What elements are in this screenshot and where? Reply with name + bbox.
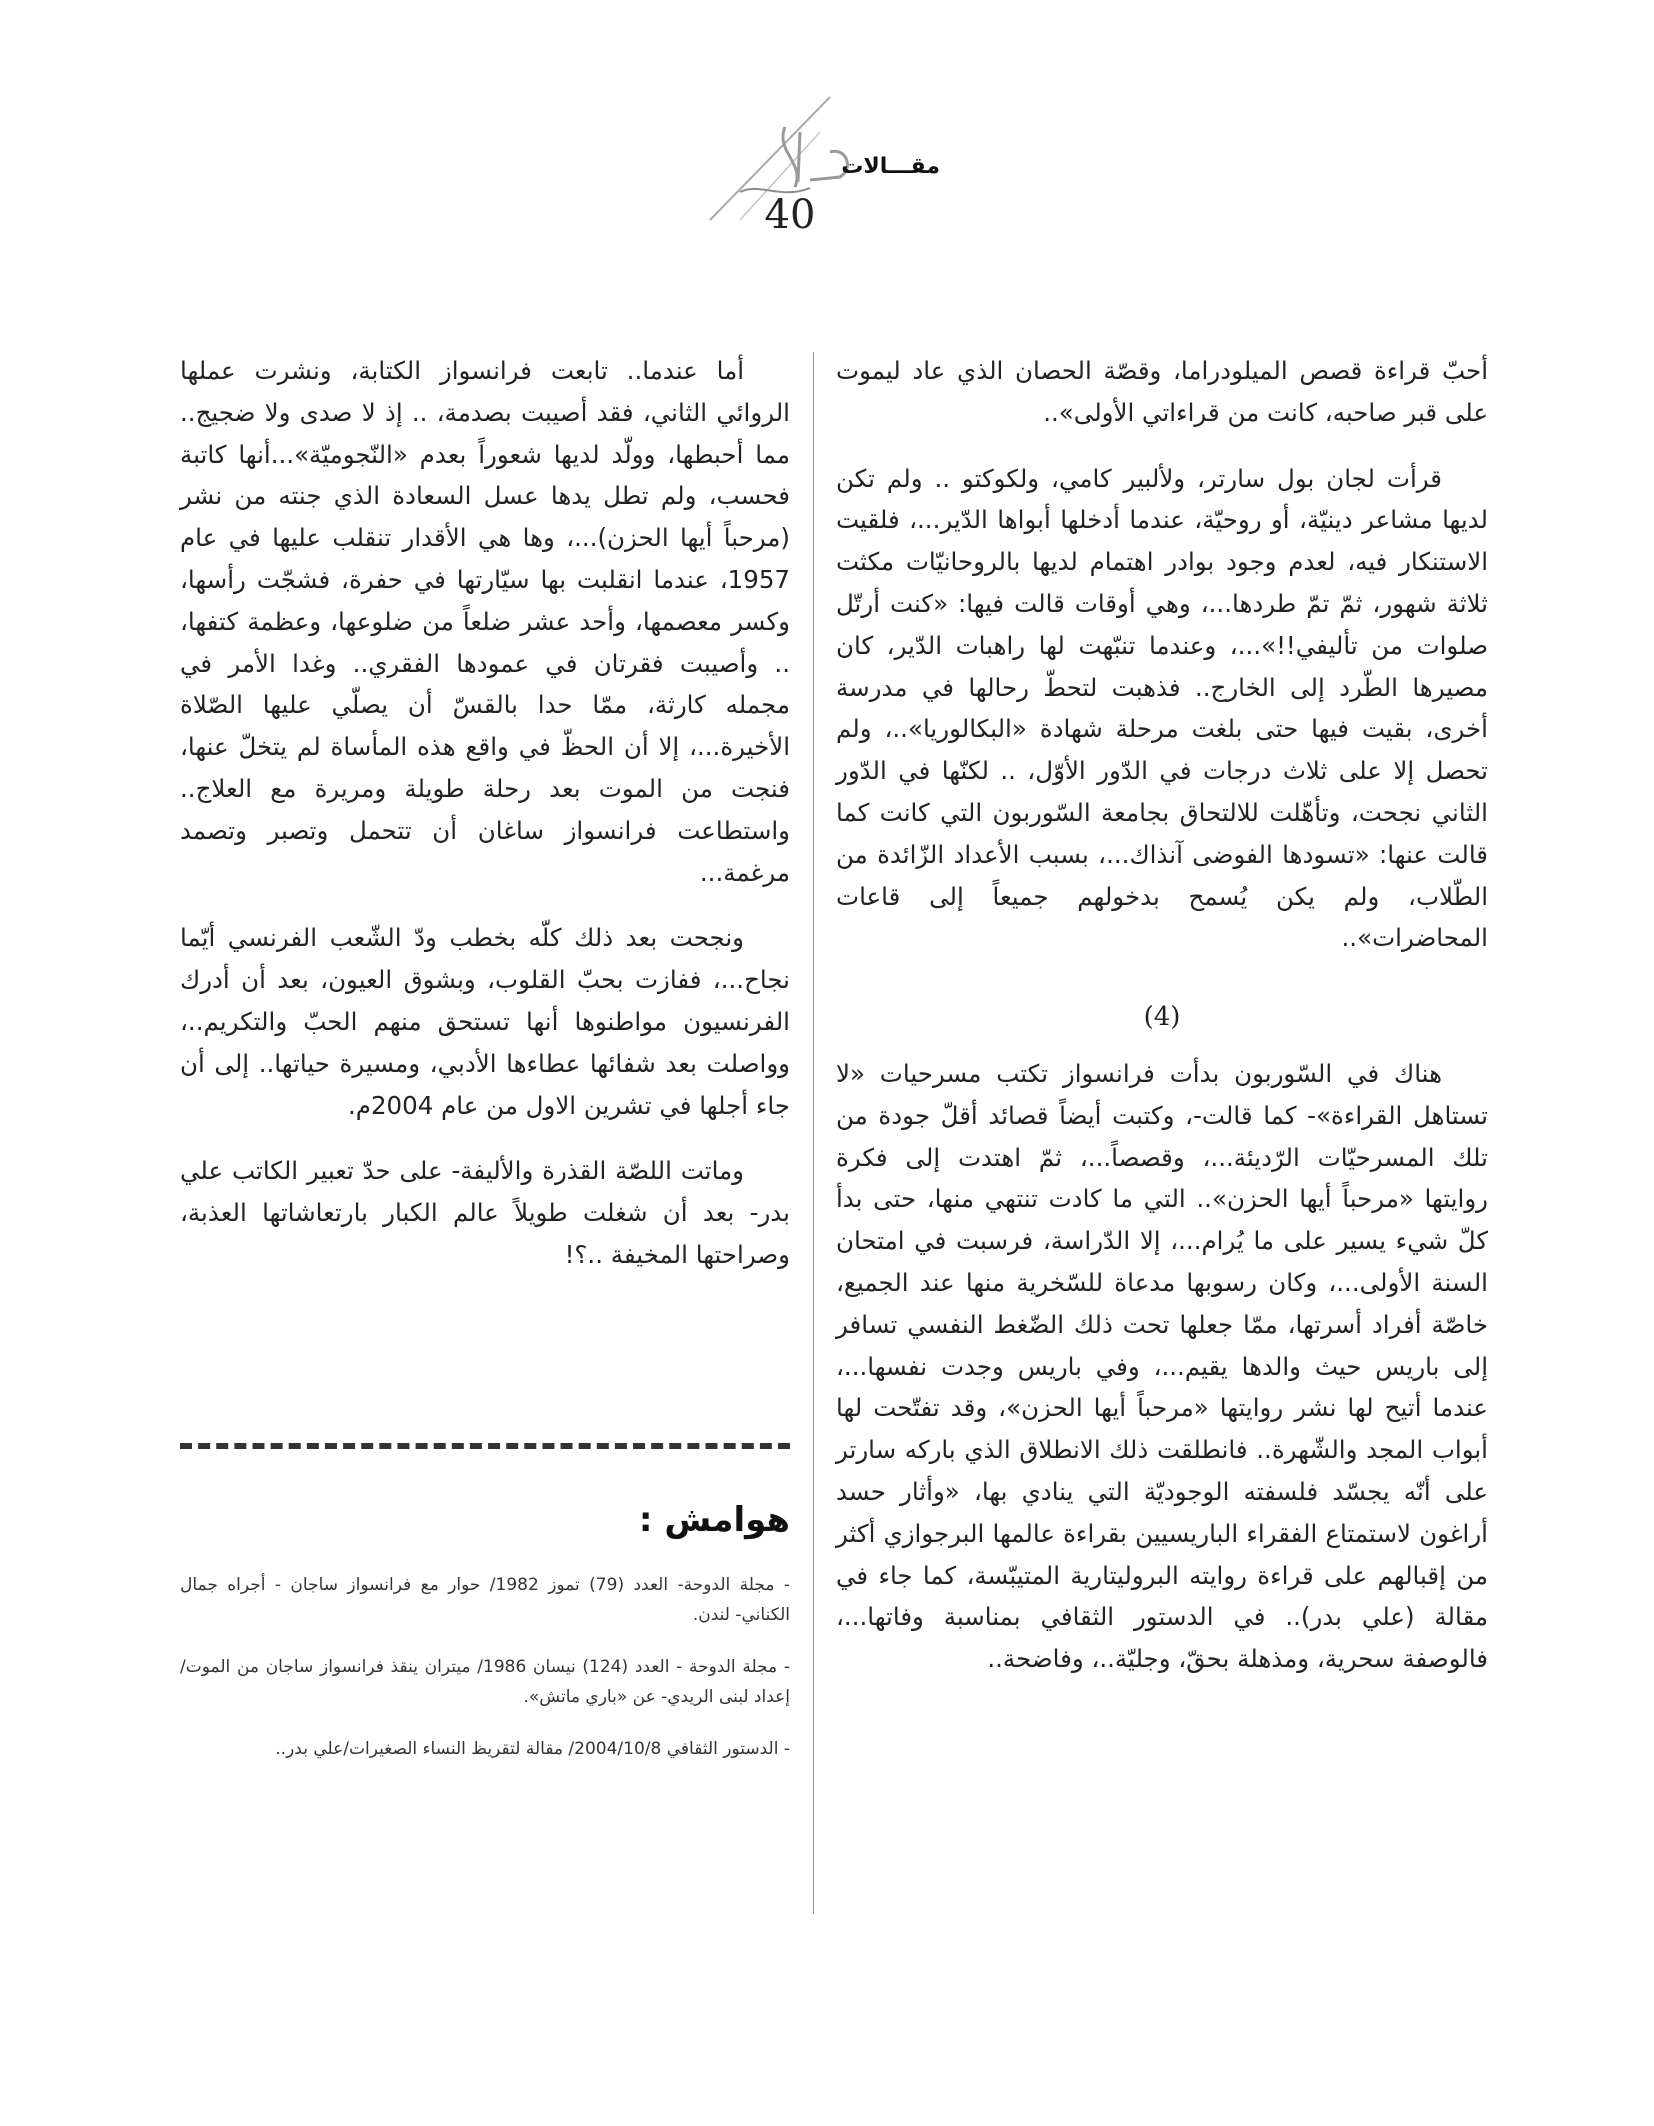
column-divider [813, 352, 814, 1914]
footnote-item: - الدستور الثقافي 2004/10/8/ مقالة لتقريظ النساء الصغيرات/علي بدر.. [275, 1739, 790, 1759]
paragraph: ونجحت بعد ذلك كلّه بخطب ودّ الشّعب الفرنسي أيّما نجاح...، ففازت بحبّ القلوب، وبشوق العيون، بعد أن أدرك الفرنسيون مواطنوها أنها تستحق منهم الحبّ والتكريم..، وواصلت بعد شفائها عطاءها الأدبي، ومسيرة حياتها.. إلى أن جاء أجلها في تشرين الاول من عام 2004م. [180, 923, 790, 1120]
section-number: (4) [1143, 1002, 1181, 1033]
footnotes [180, 1570, 790, 1786]
paragraph: قرأت لجان بول سارتر، ولألبير كامي، ولكوكتو .. ولم تكن لديها مشاعر دينيّة، أو روحيّة، عندما أدخلها أبواها الدّير...، فلقيت الاستنكار فيه، لعدم وجود بوادر اهتمام لديها بالروحانيّات مكثت ثلاثة شهور، ثمّ تمّ طردها...، وهي أوقات قالت فيها: «كنت أرتّل صلوات من تأليفي!!»...، وعندما تنبّهت لها راهبات الدّير، كان مصيرها الطّرد إلى الخارج.. فذهبت لتحطّ رحالها في مدرسة أخرى، بقيت فيها حتى بلغت مرحلة شهادة «البكالوريا»..، ولم تحصل إلا على ثلاث درجات في الدّور الأوّل، .. لكنّها في الدّور الثاني نجحت، وتأهّلت للالتحاق بجامعة السّوربون التي كانت كما قالت عنها: «تسودها الفوضى آنذاك...، بسبب الأعداد الزّائدة من الطّلاب، ولم يكن يُسمح بدخولهم جميعاً إلى قاعات المحاضرات».. [836, 463, 1488, 953]
paragraph: أحبّ قراءة قصص الميلودراما، وقصّة الحصان الذي عاد ليموت على قبر صاحبه، كانت من قراءاتي الأولى».. [836, 356, 1488, 427]
page-number: 40 [764, 192, 816, 238]
section-label: مقـــالات [841, 154, 940, 179]
footnote-item: - مجلة الدوحة - العدد (124) نيسان 1986/ ميتران ينقذ فرانسواز ساجان من الموت/ إعداد لبنى الريدي- عن «باري ماتش». [180, 1657, 790, 1707]
footnote-item: - مجلة الدوحة- العدد (79) تموز 1982/ حوار مع فرانسواز ساجان - أجراه جمال الكناني- لندن. [180, 1575, 790, 1625]
paragraph: أما عندما.. تابعت فرانسواز الكتابة، ونشرت عملها الروائي الثاني، فقد أصيبت بصدمة، .. إذ لا صدى ولا ضجيج.. مما أحبطها، وولّد لديها شعوراً بعدم «النّجوميّة»...أنها كاتبة فحسب، ولم تطل يدها عسل السعادة الذي جنته من نشر (مرحباً أيها الحزن)...، وها هي الأقدار تنقلب عليها في عام 1957، عندما انقلبت بها سيّارتها في حفرة، فشجّت رأسها، وكسر معصمها، وأحد عشر ضلعاً من ضلوعها، وعظمة كتفها، .. وأصيبت فقرتان في عمودها الفقري.. وغدا الأمر في مجمله كارثة، ممّا حدا بالقسّ أن يصلّي عليها الصّلاة الأخيرة...، إلا أن الحظّ في واقع هذه المأساة لم يتخلّ عنها، فنجت من الموت بعد رحلة طويلة ومريرة مع العلاج.. واستطاعت فرانسواز ساغان أن تتحمل وتصبر وتصمد مرغمة... [180, 356, 790, 887]
left-column [180, 350, 790, 1300]
page-header [640, 92, 940, 242]
notes-heading: هوامش : [638, 1500, 790, 1540]
paragraph: وماتت اللصّة القذرة والأليفة- على حدّ تعبير الكاتب علي بدر- بعد أن شغلت طويلاً عالم الكبار بارتعاشاتها العذبة، وصراحتها المخيفة ..؟! [180, 1156, 790, 1269]
footnote-separator [180, 1443, 790, 1449]
paragraph: هناك في السّوربون بدأت فرانسواز تكتب مسرحيات «لا تستاهل القراءة»- كما قالت-، وكتبت أيضاً قصائد أقلّ جودة من تلك المسرحيّات الرّديئة...، وقصصاً...، ثمّ اهتدت إلى فكرة روايتها «مرحباً أيها الحزن».. التي ما كادت تنتهي منها، حتى بدأ كلّ شيء يسير على ما يُرام...، إلا الدّراسة، فرسبت في امتحان السنة الأولى...، وكان رسوبها مدعاة للسّخرية منها عند الجميع، خاصّة أفراد أسرتها، ممّا جعلها تحت ذلك الضّغط النفسي تسافر إلى باريس حيث والدها يقيم...، وفي باريس وجدت نفسها...، عندما أتيح لها نشر روايتها «مرحباً أيها الحزن»، وقد تفتّحت لها أبواب المجد والشّهرة.. فانطلقت ذلك الانطلاق الذي باركه سارتر على أنّه يجسّد فلسفته الوجوديّة التي ينادي بها، «وأثار حسد أراغون لاستمتاع الفقراء الباريسيين بقراءة عالمها البرجوازي أكثر من إقبالهم على قراءة روايته البروليتارية المتيبّسة، كما جاء في مقالة (علي بدر).. في الدستور الثقافي بمناسبة وفاتها...، فالوصفة سحرية، ومذهلة بحقّ، وجليّة..، وفاضحة.. [836, 1058, 1488, 1674]
right-column [836, 350, 1488, 1704]
